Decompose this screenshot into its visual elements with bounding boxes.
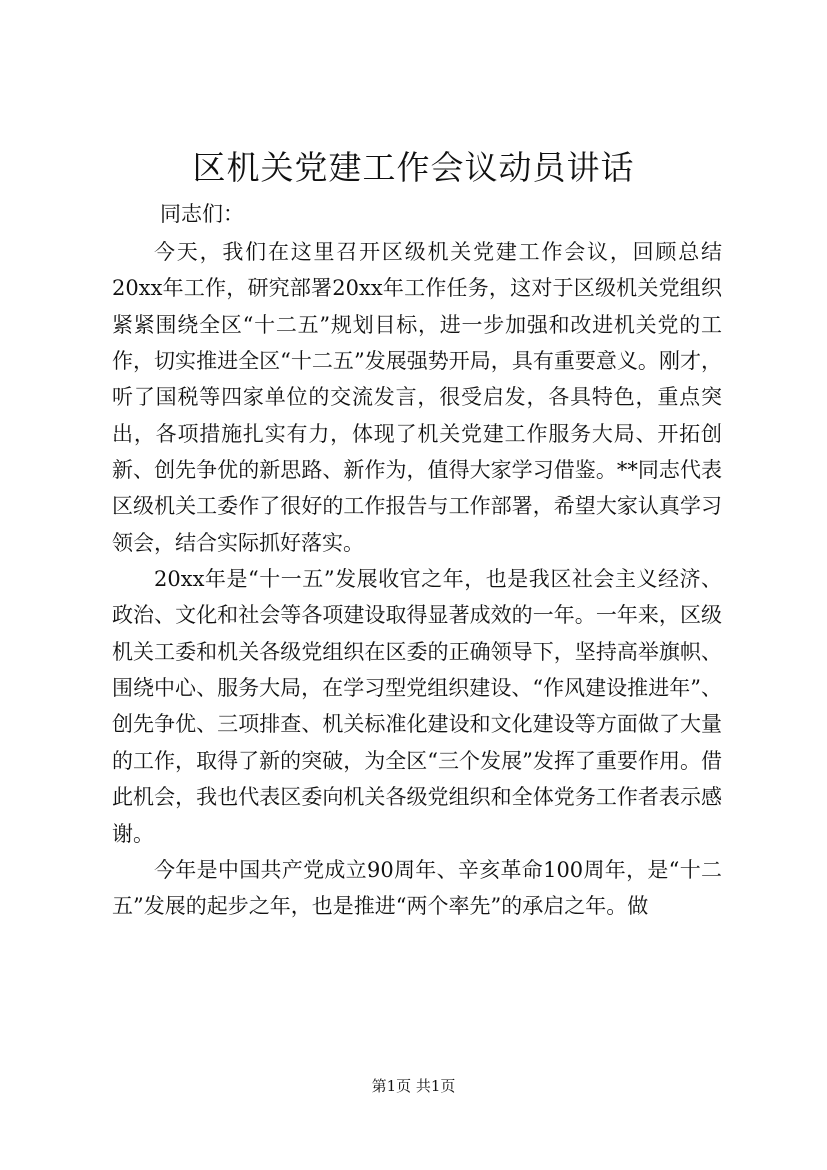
paragraph: 今年是中国共产党成立90周年、辛亥革命100周年，是“十二五”发展的起步之年，也是推进“两个率先”的承启之年。做: [112, 857, 722, 919]
paragraph: 20xx年是“十一五”发展收官之年，也是我区社会主义经济、政治、文化和社会等各项建设取得显著成效的一年。一年来，区级机关工委和机关各级党组织在区委的正确领导下，坚持高举旗帜、围绕中心、服务大局，在学习型党组织建设、“作风建设推进年”、创先争优、三项排查、机关标准化建设和文化建设等方面做了大量的工作，取得了新的突破，为全区“三个发展”发挥了重要作用。借此机会，我也代表区委向机关各级党组织和全体党务工作者表示感谢。: [112, 567, 722, 846]
document-body: [112, 234, 722, 925]
greeting: 同志们：: [160, 202, 244, 226]
page-number-footer: 第1页 共1页: [371, 1077, 456, 1095]
document-title: 区机关党建工作会议动员讲话: [192, 148, 635, 187]
paragraph: 今天，我们在这里召开区级机关党建工作会议，回顾总结20xx年工作，研究部署20xx年工作任务，这对于区级机关党组织紧紧围绕全区“十二五”规划目标，进一步加强和改进机关党的工作，切实推进全区“十二五”发展强势开局，具有重要意义。刚才，听了国税等四家单位的交流发言，很受启发，各具特色，重点突出，各项措施扎实有力，体现了机关党建工作服务大局、开拓创新、创先争优的新思路、新作为，值得大家学习借鉴。**同志代表区级机关工委作了很好的工作报告与工作部署，希望大家认真学习领会，结合实际抓好落实。: [112, 240, 722, 555]
